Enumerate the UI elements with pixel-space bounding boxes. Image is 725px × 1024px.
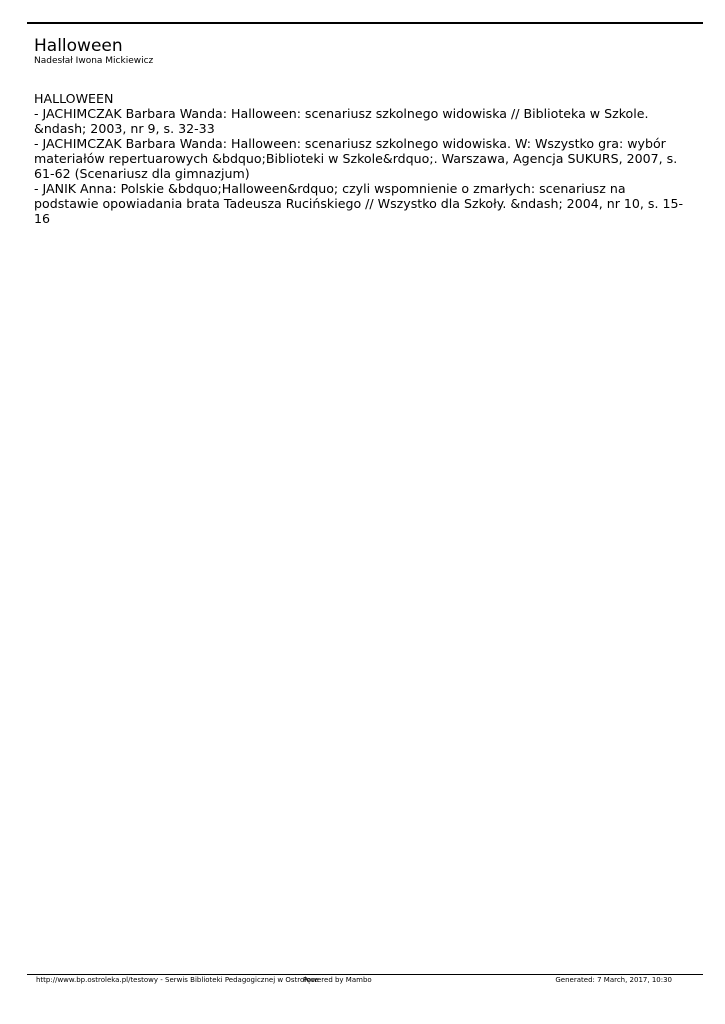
header-rule (27, 22, 703, 24)
document-title: Halloween (34, 36, 123, 56)
bibliography-entry: - JACHIMCZAK Barbara Wanda: Halloween: scenariusz szkolnego widowiska // Biblioteka w Szkole. &ndash; 2003, nr 9, s. 32-33 (34, 106, 649, 136)
bibliography-entry: - JANIK Anna: Polskie &bdquo;Halloween&rdquo; czyli wspomnienie o zmarłych: scenariusz na podstawie opowiadania brata Tadeusza Rucińskiego // Wszystko dla Szkoły. &ndash; 2004, nr 10, s. 15-16 (34, 181, 684, 226)
footer-rule (27, 974, 703, 975)
bibliography-entry: - JACHIMCZAK Barbara Wanda: Halloween: scenariusz szkolnego widowiska. W: Wszystko gra: wybór materiałów repertuarowych &bdquo;Biblioteki w Szkole&rdquo;. Warszawa, Agencja SUKURS, 2007, s. 61-62 (Scenariusz dla gimnazjum) (34, 136, 678, 181)
footer-generated-date: Generated: 7 March, 2017, 10:30 (555, 976, 672, 984)
body-heading: HALLOWEEN (34, 91, 114, 106)
author-line: Nadesłał Iwona Mickiewicz (34, 56, 154, 66)
footer-powered-by: Powered by Mambo (303, 976, 372, 984)
document-body (34, 91, 684, 226)
footer-source-url: http://www.bp.ostroleka.pl/testowy - Serwis Biblioteki Pedagogicznej w Ostrołęce (36, 976, 319, 984)
